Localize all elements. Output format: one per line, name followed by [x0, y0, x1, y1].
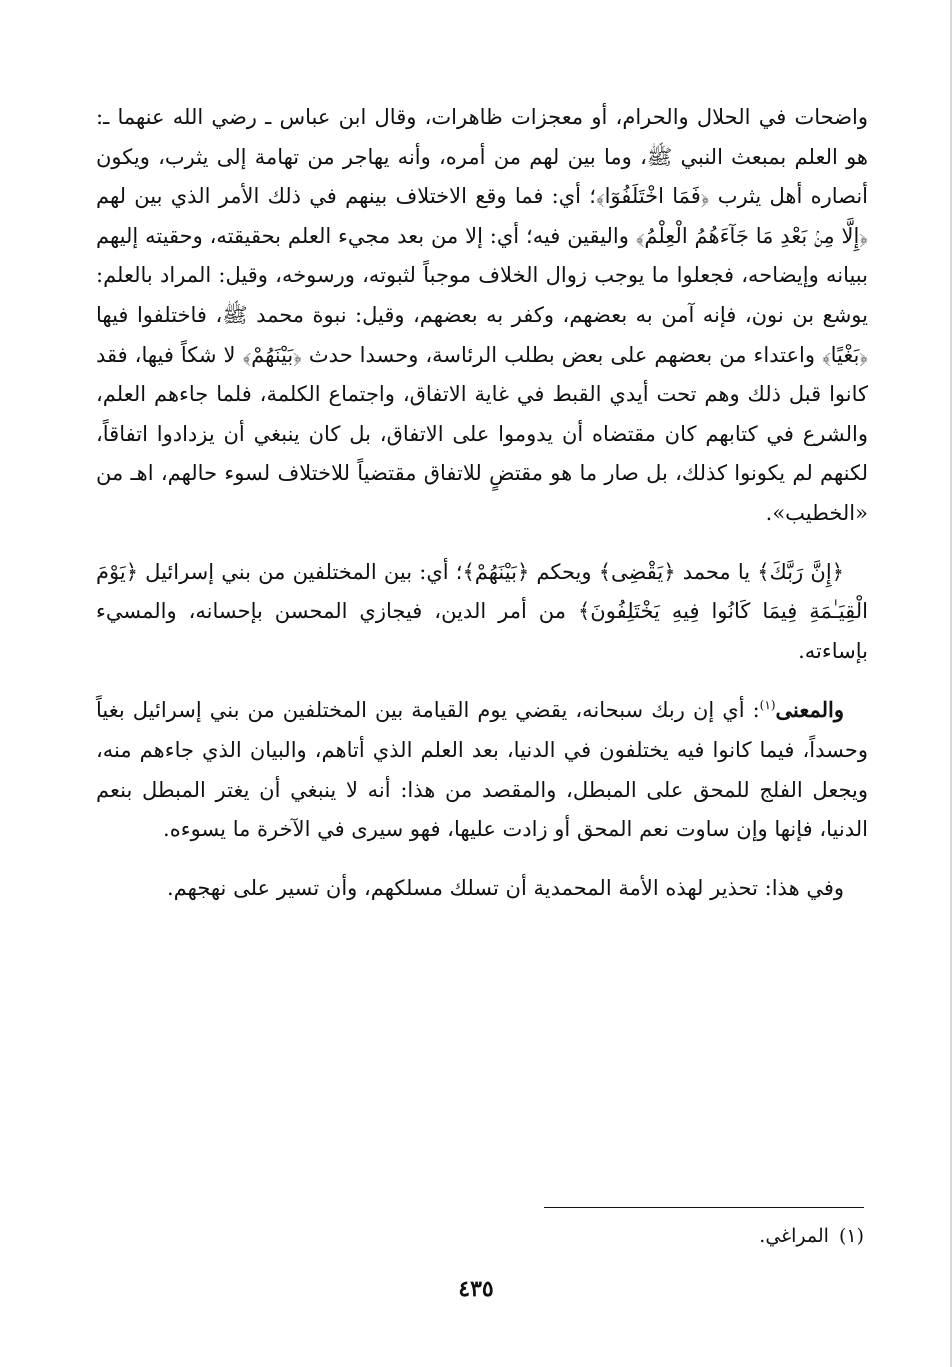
paragraph-2: ﴿إِنَّ رَبَّكَ﴾ يا محمد ﴿يَقْضِى﴾ ويحكم ﴿بَيْنَهُمْ﴾؛ أي: بين المختلفين من بني إسرائيل ﴿يَوْمَ الْقِيَـٰمَةِ فِيمَا كَانُوا فِيهِ يَخْتَلِفُونَ﴾ من أمر الدين، فيجازي المحسن بإحسانه، والمسيء بإساءته.: [96, 559, 868, 663]
paragraph-4: وفي هذا: تحذير لهذه الأمة المحمدية أن تسلك مسلكهم، وأن تسير على نهجهم.: [166, 875, 844, 900]
main-text: [96, 98, 868, 908]
footnote-number: (١): [838, 1225, 864, 1247]
footnote: [759, 1222, 864, 1250]
paragraph-3: [96, 690, 868, 849]
footnote-reference: (١): [759, 698, 776, 713]
paragraph-3-text: : أي إن ربك سبحانه، يقضي يوم القيامة بين المختلفين من بني إسرائيل بغياً وحسداً، فيما كانوا فيه يختلفون في الدنيا، بعد العلم الذي أتاهم، والبيان الذي جاءهم منه، ويجعل الفلج للمحق على المبطل، والمقصد من هذا: أنه لا ينبغي أن يغتر المبطل بنعم الدنيا، فإنها وإن ساوت نعم المحق أو زادت عليها، فهو سيرى في الآخرة ما يسوءه.: [96, 698, 868, 842]
paragraph-1: واضحات في الحلال والحرام، أو معجزات ظاهرات، وقال ابن عباس ـ رضي الله عنهما ـ: هو العلم بمبعث النبي ﷺ، وما بين لهم من أمره، وأنه يهاجر من تهامة إلى يثرب، ويكون أنصاره أهل يثرب ﴿فَمَا اخْتَلَفُوٓا﴾؛ أي: فما وقع الاختلاف بينهم في ذلك الأمر الذي بين لهم ﴿إِلَّا مِنۢ بَعْدِ مَا جَآءَهُمُ الْعِلْمُ﴾ واليقين فيه؛ أي: إلا من بعد مجيء العلم بحقيقته، وحقيته إليهم ببيانه وإيضاحه، فجعلوا ما يوجب زوال الخلاف موجباً لثبوته، ورسوخه، وقيل: المراد بالعلم: يوشع بن نون، فإنه آمن به بعضهم، وكفر به بعضهم، وقيل: نبوة محمد ﷺ، فاختلفوا فيها ﴿بَغْيًا﴾ واعتداء من بعضهم على بعض بطلب الرئاسة، وحسدا حدث ﴿بَيْنَهُمْ﴾ لا شكاً فيها، فقد كانوا قبل ذلك وهم تحت أيدي القبط في غاية الاتفاق، واجتماع الكلمة، فلما جاءهم العلم، والشرع في كتابهم كان مقتضاه أن يدوموا على الاتفاق، بل كان ينبغي أن يزدادوا اتفاقاً، لكنهم لم يكونوا كذلك، بل صار ما هو مقتضٍ للاتفاق مقتضياً للاختلاف لسوء حالهم، اهـ من «الخطيب».: [96, 105, 868, 525]
paragraph-3-lead: والمعنى: [775, 697, 844, 723]
footnote-separator: [544, 1207, 864, 1208]
footnote-text: المراغي.: [759, 1225, 829, 1247]
page-number: ٤٣٥: [458, 1276, 494, 1302]
